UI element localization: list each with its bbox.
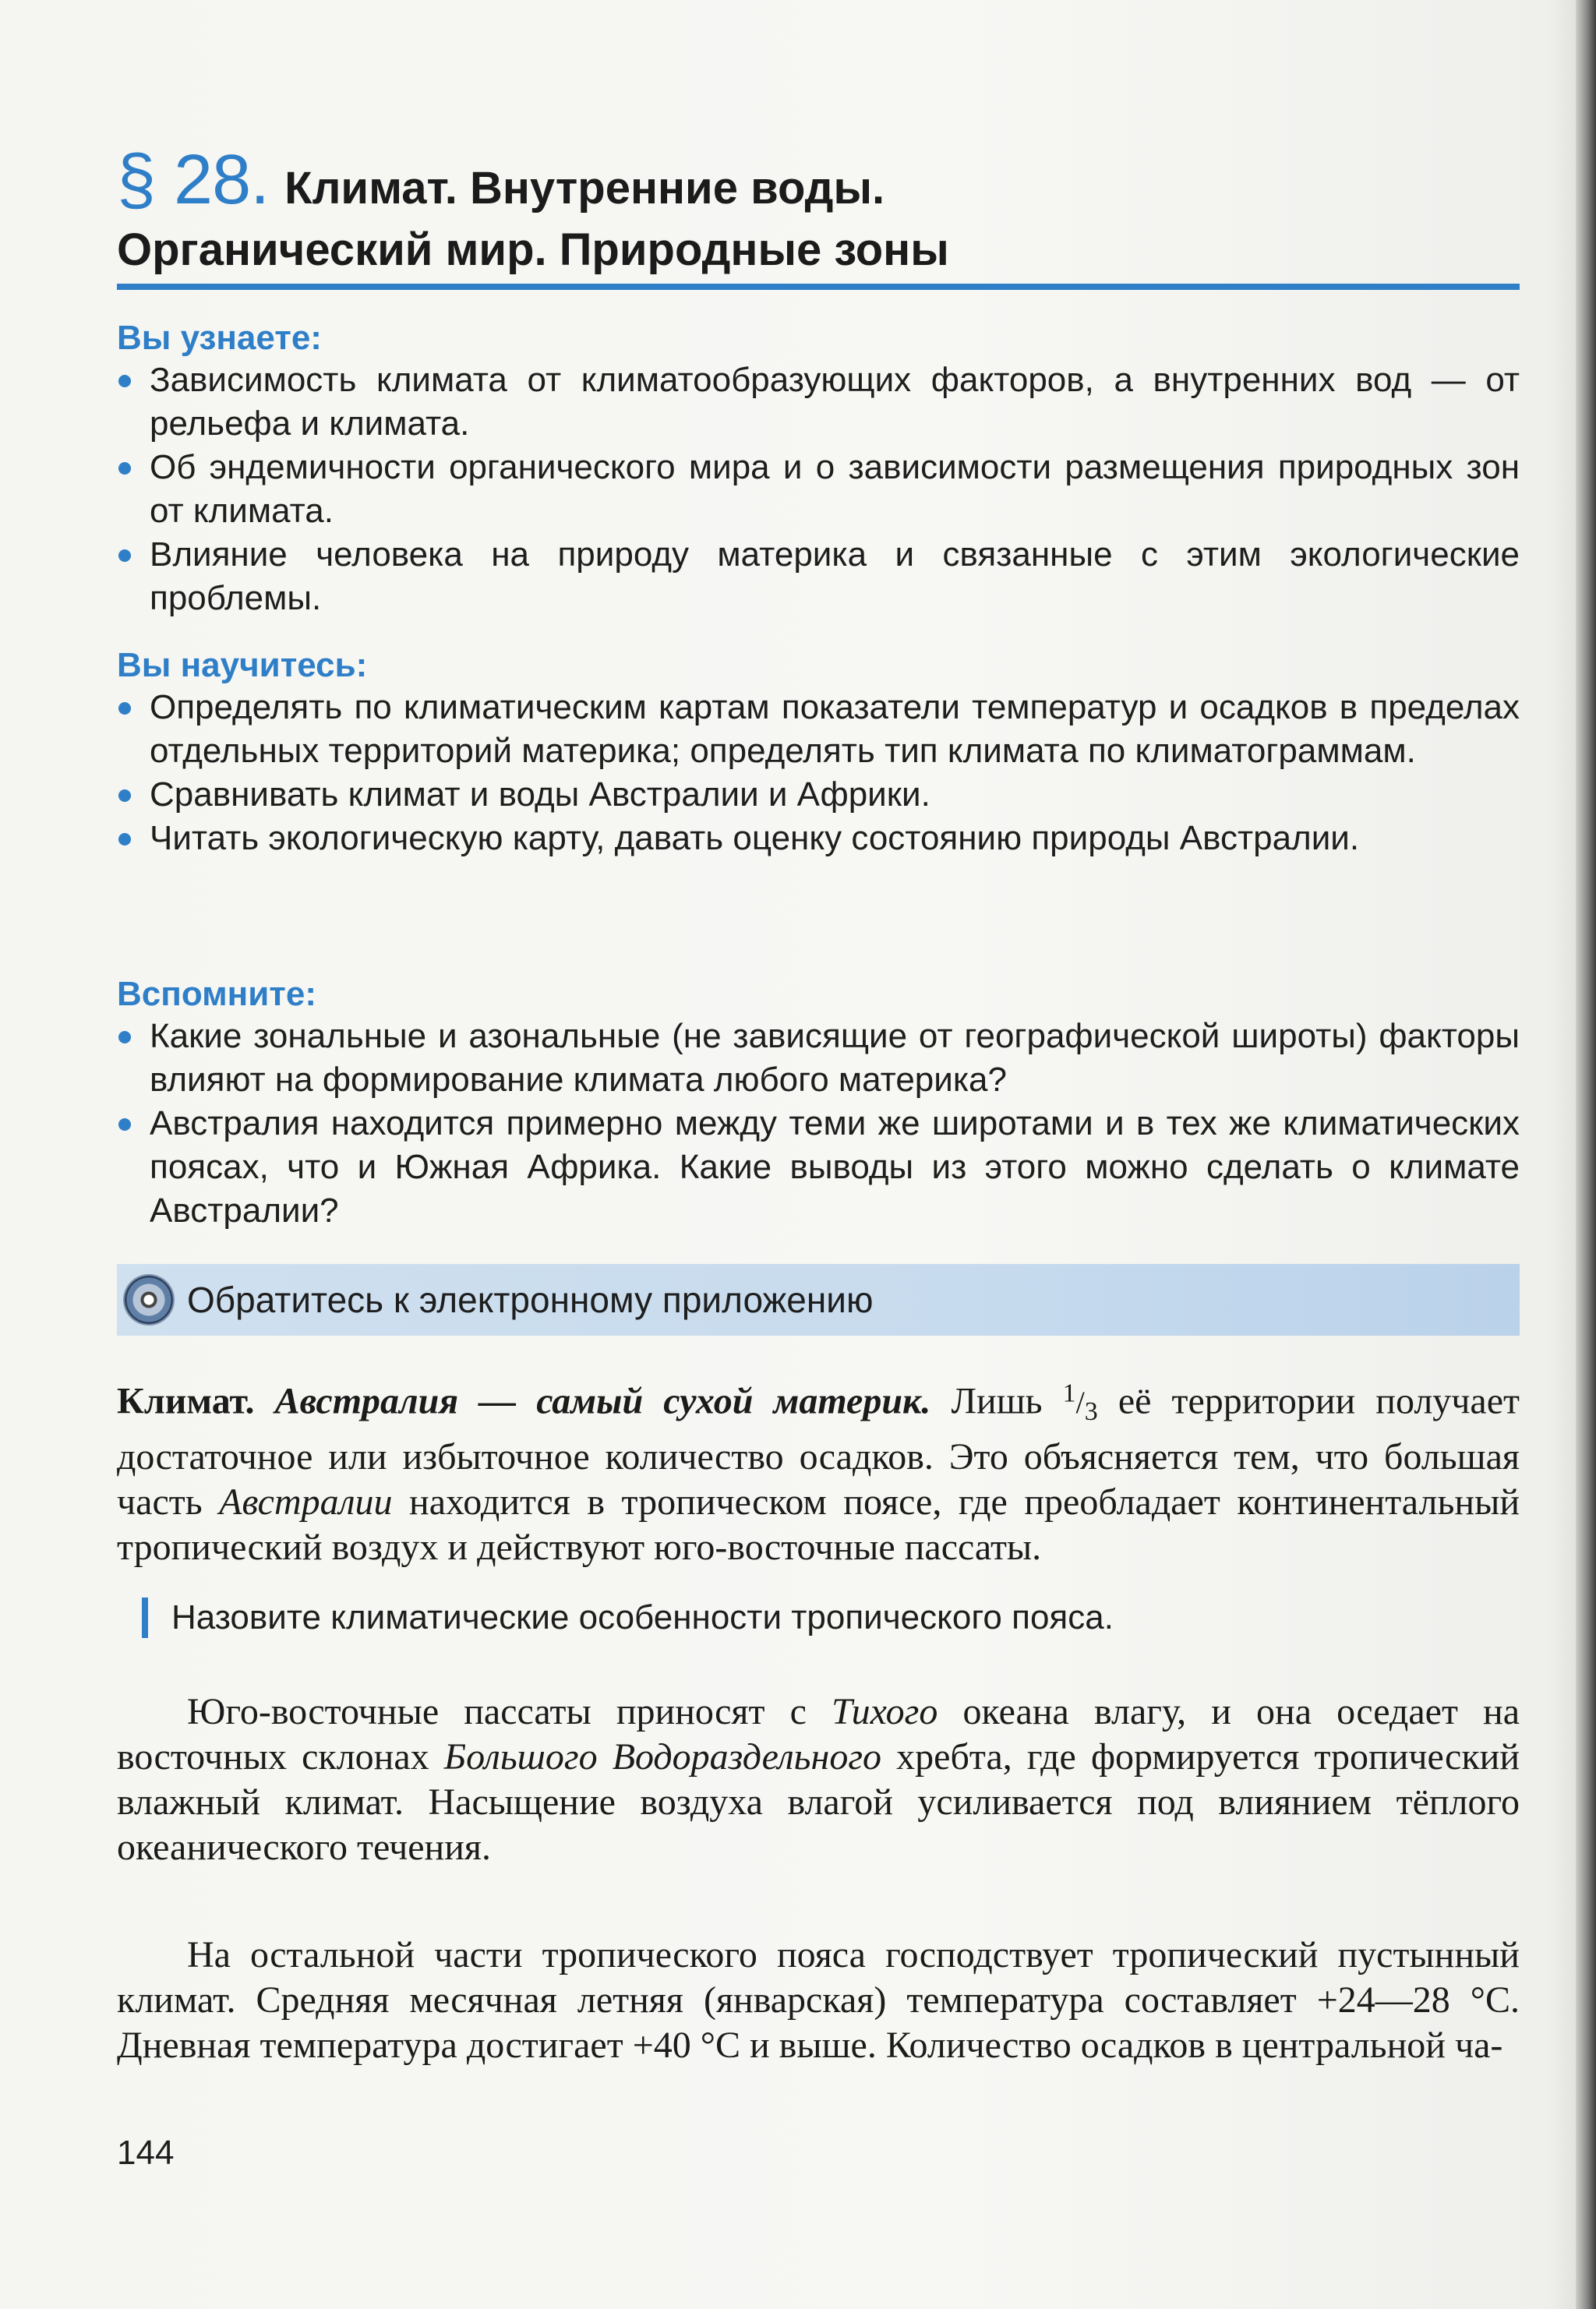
list-item: Зависимость климата от климатообразующих факторов, а внутренних вод — от рельефа и климата. <box>117 358 1520 446</box>
desert-climate-paragraph: На остальной части тропического пояса господствует тропический пустынный климат. Средняя месячная летняя (январская) температура составляет +24—28 °С. Дневная температура достигает +40 °С и выше. Количество осадков в центральной ча- <box>117 1934 1520 2066</box>
list-item: Читать экологическую карту, давать оценку состоянию природы Австралии. <box>117 817 1520 860</box>
list-item: Какие зональные и азональные (не зависящие от географической широты) факторы влияют на формирование климата любого материка? <box>117 1015 1520 1102</box>
bullet-icon <box>118 549 131 562</box>
recall-section <box>117 974 1520 1233</box>
paragraph-lead: Климат. <box>117 1380 255 1422</box>
bullet-icon <box>118 789 131 802</box>
banner-label: Обратитесь к электронному приложению <box>187 1280 874 1320</box>
list-item: Сравнивать климат и воды Австралии и Африки. <box>117 773 1520 817</box>
page-number: 144 <box>117 2134 175 2172</box>
electronic-supplement-banner[interactable] <box>117 1264 1520 1336</box>
bullet-icon <box>118 1118 131 1131</box>
bullet-icon <box>118 702 131 715</box>
paragraph-thesis: Австралия — самый сухой материк. <box>274 1380 931 1422</box>
bullet-icon <box>118 462 131 475</box>
book-spine-shadow <box>1576 0 1596 2309</box>
trade-winds-paragraph: Юго-восточные пассаты приносят с Тихого океана влагу, и она оседает на восточных склонах Большого Водораздельного хребта, где формируется тропический влажный климат. Насыщение воздуха влагой усиливается под влиянием тёплого океанического течения. <box>117 1691 1520 1868</box>
bullet-icon <box>118 1031 131 1043</box>
list-item: Австралия находится примерно между теми же широтами и в тех же климатических поясах, что и Южная Африка. Какие выводы из этого можно сделать о климате Австралии? <box>117 1102 1520 1233</box>
skills-section <box>117 645 1520 860</box>
recall-heading: Вспомните: <box>117 975 316 1013</box>
skills-heading: Вы научитесь: <box>117 646 368 684</box>
list-item: Об эндемичности органического мира и о зависимости размещения природных зон от климата. <box>117 446 1520 533</box>
bullet-icon <box>118 833 131 846</box>
section-title-line1: Климат. Внутренние воды. <box>284 163 885 214</box>
skills-list <box>117 686 1520 860</box>
climate-paragraph: Климат. Австралия — самый сухой материк. Лишь $^1/_3$ её территории получает достаточное или избыточное количество осадков. Это объясняется тем, что большая часть Австралии находится в тропическом поясе, где преобладает континентальный тропический воздух и действуют юго-восточные пассаты. <box>117 1379 1520 1569</box>
section-number: § 28. <box>117 141 270 219</box>
learn-list <box>117 358 1520 620</box>
bullet-icon <box>118 375 131 387</box>
cd-disc-icon <box>125 1276 173 1324</box>
section-heading <box>117 140 1520 276</box>
review-question <box>117 1598 1520 1638</box>
list-item: Влияние человека на природу материка и связанные с этим экологические проблемы. <box>117 533 1520 620</box>
title-underline <box>117 284 1520 290</box>
recall-list <box>117 1015 1520 1233</box>
question-text: Назовите климатические особенности тропического пояса. <box>171 1598 1114 1636</box>
question-marker-icon <box>142 1598 148 1638</box>
learn-heading: Вы узнаете: <box>117 319 322 357</box>
list-item: Определять по климатическим картам показатели температур и осадков в пределах отдельных территорий материка; определять тип климата по климатограммам. <box>117 686 1520 773</box>
learn-section <box>117 318 1520 620</box>
fraction-one-third: $^1/_3$ <box>1062 1379 1098 1427</box>
section-title-line2: Органический мир. Природные зоны <box>117 224 949 275</box>
